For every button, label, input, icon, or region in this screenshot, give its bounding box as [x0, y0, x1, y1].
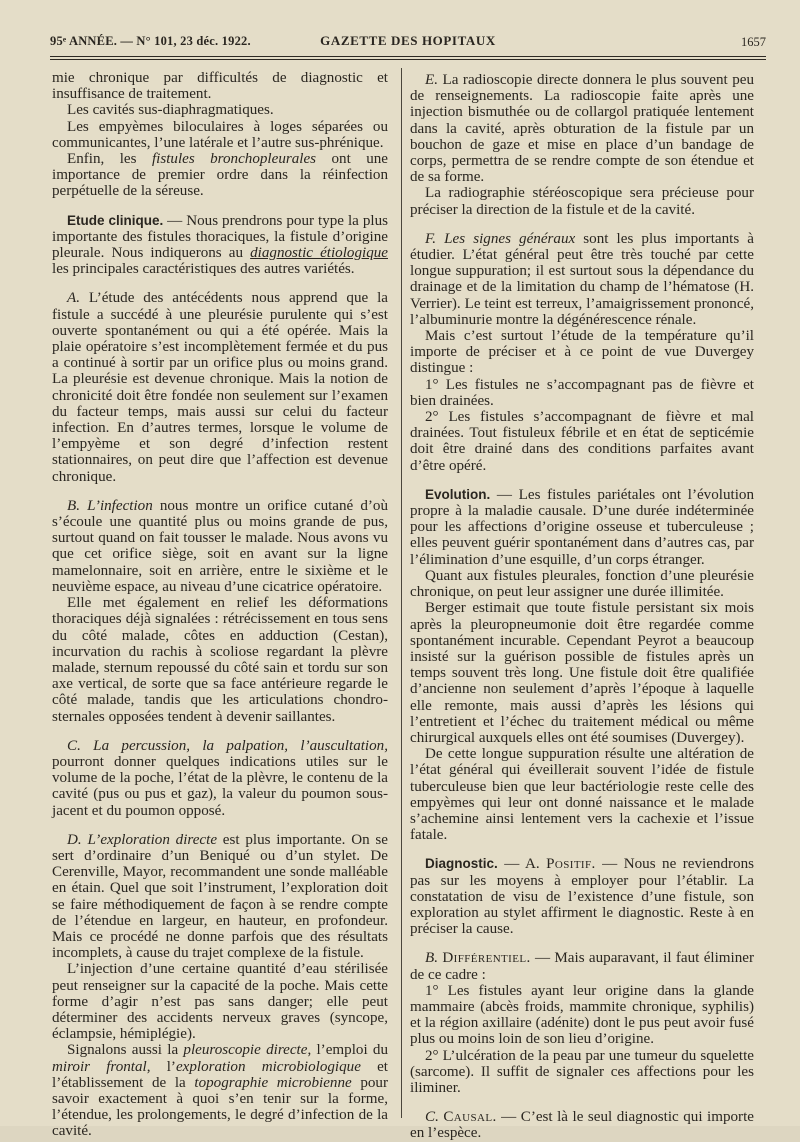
list-item: 1° Les fistules ayant leur origine dans la glande mammaire (abcès froids, mammite chronique, syphilis) et la région axillaire (adénite) dont le pus peut avoir fusé plus ou moins loin de son lieu d’origine.	[410, 982, 754, 1048]
page-header	[50, 30, 766, 54]
paragraph-e: E. La radioscopie directe donnera le plus souvent peu de renseignements. La radioscopie faite après une injection bismuthée ou de collargol pratiquée lentement dans la cavité, après obturation de la fistule par un bouchon de gaze et mise en place d’un bandage de corps, permettra de se rendre compte de son étendue et de sa forme.	[410, 72, 754, 186]
column-divider	[401, 68, 402, 1118]
paragraph: Les empyèmes biloculaires à loges séparées ou communicantes, l’une latérale et l’autre sus-phrénique.	[52, 118, 388, 151]
header-rule-thin	[50, 59, 766, 60]
issue-info: 95ᵉ ANNÉE. — N° 101, 23 déc. 1922.	[50, 34, 251, 48]
section-diagnostic: Diagnostic. — A. Positif. — Nous ne reviendrons pas sur les moyens à employer pour l’établir. La constatation de visu de l’existence d’une fistule, son exploration au stylet affirment le diagnostic. Reste à en préciser la cause.	[410, 856, 754, 938]
section-heading: Etude clinique.	[67, 212, 164, 228]
list-item: 2° Les fistules s’accompagnant de fièvre et mal drainées. Tout fistuleux fébrile et en état de septicémie doit être drainé dans des conditions parfaites avant d’être opéré.	[410, 409, 754, 474]
paragraph: De cette longue suppuration résulte une altération de l’état général qui éveillerait souvent l’idée de fistule tuberculeuse bien que leur bactériologie reste celle des empyèmes qui leur ont donné naissance et le malade s’achemine ainsi lentement vers la cachexie et l’issue fatale.	[410, 746, 754, 844]
paragraph-f: F. Les signes généraux sont les plus importants à étudier. L’état général peut être très touché par cette longue suppuration; il est surtout sous la dépendance du drainage et de la limitation du champ de l’hématose (H. Verrier). Le teint est terreux, l’amaigrissement prononcé, l’albuminurie montre la dégénérescence rénale.	[410, 230, 755, 328]
paragraph: Les cavités sus-diaphragmatiques.	[67, 102, 274, 119]
paragraph-a: A. L’étude des antécédents nous apprend que la fistule a succédé à une pleurésie purulente qui s’est ouverte spontanément ou qui a été opérée. Mais la plaie opératoire s’est incomplètement fermée et du pus a continué à sortir par un orifice plus ou moins grand. La pleurésie est devenue chronique. Mais la notion de chronicité doit être fondée non seulement sur l’examen du facteur temps, mais aussi sur celui du facteur infection. En d’autres termes, lorsque le volume de l’empyème et son degré d’infection restent stationnaires, on peut dire que l’affection est devenue chronique.	[52, 290, 388, 485]
section-etude-clinique: Etude clinique. — Nous prendrons pour type la plus importante des fistules thoraciques, la fistule d’origine pleurale. Nous indiquerons au diagnostic étiologique les principales caractéristiques des autres variétés.	[52, 212, 388, 278]
paragraph: L’injection d’une certaine quantité d’eau stérilisée peut renseigner sur la capacité de la poche. Mais cette forme d’agir n’est pas sans danger; elle peut déterminer des accidents nerveux graves (syncope, éclampsie, hémiplégie).	[52, 961, 388, 1043]
list-item: 2° L’ulcération de la peau par une tumeur du squelette (sarcome). Il suffit de signaler ces affections pour les iliminer.	[410, 1047, 754, 1096]
paragraph: Berger estimait que toute fistule persistant six mois après la pleuropneumonie doit être regardée comme spontanément incurable. Cependant Peyrot a beaucoup insisté sur la guérison possible de fistules après un temps souvent très long. Une fistule doit être qualifiée d’ancienne non seulement d’après l’époque à laquelle elle remonte, mais aussi d’après les lésions qui l’entretient et l’échec du traitement médical ou même chirurgical auxquels elles ont été soumises (Duvergey).	[410, 600, 754, 746]
paragraph: La radiographie stéréoscopique sera précieuse pour préciser la direction de la fistule et de la cavité.	[410, 185, 754, 218]
paragraph: Enfin, les fistules bronchopleurales ont une importance de premier ordre dans la réinfection perpétuelle de la séreuse.	[52, 151, 388, 200]
left-column	[52, 70, 388, 1140]
paragraph: Signalons aussi la pleuroscopie directe, l’emploi du miroir frontal, l’exploration microbiologique et l’établissement de la topographie microbienne pour savoir exactement à quoi s’en tenir sur la forme, l’étendue, les prolongements, le degré d’infection de la cavité.	[52, 1042, 388, 1140]
paragraph: Mais c’est surtout l’étude de la température qu’il importe de préciser et à ce point de vue Duvergey distingue :	[410, 328, 754, 377]
section-heading: Diagnostic.	[425, 856, 498, 872]
section-heading: Evolution.	[425, 486, 491, 502]
paragraph-causal: C. Causal. — C’est là le seul diagnostic qui importe en l’espèce.	[410, 1109, 754, 1142]
paragraph-c: C. La percussion, la palpation, l’auscultation, pourront donner quelques indications utiles sur le volume de la poche, l’état de la plèvre, le contenu de la cavité (pus ou pus et gaz), la valeur du poumon sous-jacent et du poumon opposé.	[52, 737, 388, 819]
section-evolution: Evolution. — Les fistules pariétales ont l’évolution propre à la maladie causale. D’une durée indéterminée pour les affections d’origine osseuse et tuberculeuse ; elles peuvent guérir spontanément dans d’autres cas, par l’élimination d’une esquille, d’un corps étranger.	[410, 486, 754, 568]
journal-title: GAZETTE DES HOPITAUX	[320, 33, 496, 48]
header-rule	[50, 56, 766, 57]
page-number: 1657	[741, 35, 766, 49]
paragraph-d: D. L’exploration directe est plus importante. On se sert d’ordinaire d’un Beniqué ou d’un stylet. De Cerenville, Mayor, recommandent une sonde malléable en étain. Quel que soit l’instrument, l’exploration doit se faire méthodiquement de façon à se rendre compte de l’étendue en largeur, en hauteur, en profondeur. Mais ce procédé ne donne parfois que des résultats incomplets, à cause du trajet complexe de la fistule.	[52, 831, 388, 962]
paragraph: Elle met également en relief les déformations thoraciques déjà signalées : rétrécissement en tous sens du côté malade, côtes en adduction (Cestan), incurvation du rachis à scoliose regardant la plèvre malade, sternum repoussé du côté sain et tordu sur son axe vertical, de sorte que sa face antérieure regarde le côté malade, tandis que les articulations chondro-sternales opposées tendent à devenir saillantes.	[52, 595, 388, 725]
paragraph: Quant aux fistules pleurales, fonction d’une pleurésie chronique, on peut leur assigner une durée illimitée.	[410, 567, 754, 601]
paragraph-differentiel: B. Différentiel. — Mais auparavant, il faut éliminer de ce cadre :	[410, 950, 754, 983]
paragraph: mie chronique par difficultés de diagnostic et insuffisance de traitement.	[52, 70, 388, 103]
paragraph-b: B. L’infection nous montre un orifice cutané d’où s’écoule une quantité plus ou moins grande de pus, surtout quand on fait tousser le malade. Nous avons vu que cet orifice siège, soit en avant sur la ligne mamelonnaire, soit en arrière, entre le sixième et le neuvième espace, au niveau d’une cicatrice opératoire.	[52, 497, 388, 595]
list-item: 1° Les fistules ne s’accompagnant pas de fièvre et bien drainées.	[410, 376, 754, 409]
right-column	[410, 72, 754, 1142]
